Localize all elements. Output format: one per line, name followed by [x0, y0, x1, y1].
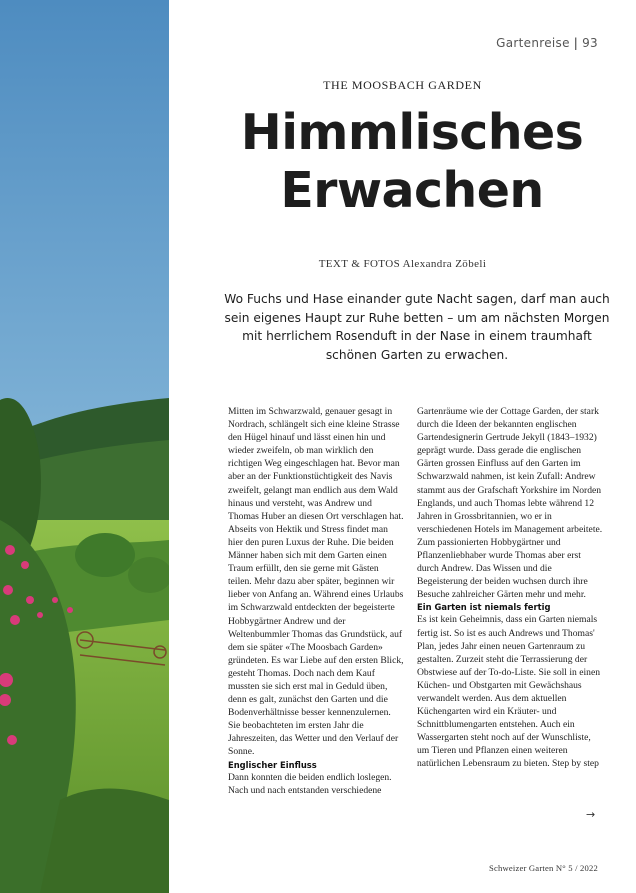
text-column-2: [417, 405, 603, 771]
body-paragraph: Dann konnten die beiden endlich loslegen. Nach und nach entstanden verschiedene: [228, 771, 392, 796]
continue-arrow-icon: →: [586, 808, 596, 821]
text-column-1: [228, 405, 404, 797]
article-page: [169, 0, 636, 893]
page-number: 93: [582, 36, 598, 50]
subheading: Ein Garten ist niemals fertig: [417, 602, 551, 613]
garden-photo: [0, 0, 169, 893]
body-paragraph: Mitten im Schwarzwald, genauer gesagt in Nordrach, schlängelt sich eine kleine Strasse den Hügel hinauf und lässt einen hin und wieder zweifeln, ob man wirklich den richtigen Weg eingeschlagen hat. Bevor man aber an der Funktionstüchtigkeit des Navis zweifelt, gelangt man endlich aus dem Wald hinaus und versteht, was Andrew und Thomas Huber an diesen Ort verschlagen hat. Abseits von Hektik und Stress findet man hier den puren Luxus der Ruhe. Die beiden Männer haben sich mit dem Garten einen Traum erfüllt, den sie gerne mit Gästen teilen. Mehr dazu aber später, beginnen wir lieber von Anfang an. Während eines Urlaubs im Schwarzwald entdeckten der begeisterte Hobbygärtner Andrew und der Weltenbummler Thomas das Grundstück, auf dem sie später «The Moosbach Garden» gründeten. Es war Liebe auf den ersten Blick, gesteht Thomas. Doch nach dem Kauf mussten sie sich erst mal in Geduld üben, denn es galt, zunächst den Garten und die Bodenverhältnisse besser kennenzulernen. Sie beobachteten im ersten Jahr die Jahreszeiten, das Wetter und den Verlauf der Sonne.: [228, 406, 404, 758]
body-paragraph: Es ist kein Geheimnis, dass ein Garten niemals fertig ist. So ist es auch Andrews und Thomas' Plan, jedes Jahr einen neuen Gartenraum zu gestalten. Zurzeit steht die Terrassierung der Obstwiese auf der To-do-Liste. Sie soll in einen Küchen- und Obstgarten mit Gewächshaus verwandelt werden. Aus dem aktuellen Küchengarten wird ein Kräuter- und Schnittblumengarten entstehen. Auch ein Wassergarten steht noch auf der Wunschliste, um Tieren und Pflanzen einen weiteren natürlichen Lebensraum zu bieten. Step by step: [417, 614, 600, 770]
article-kicker: THE MOOSBACH GARDEN: [323, 78, 482, 92]
article-lead: Wo Fuchs und Hase einander gute Nacht sagen, darf man auch sein eigenes Haupt zur Ruhe betten – um am nächsten Morgen mit herrlichem Rosenduft in der Nase in einem traumhaft schönen Garten zu erwachen.: [224, 292, 610, 362]
title-line-2: Erwachen: [280, 162, 544, 219]
article-byline: TEXT & FOTOS Alexandra Zöbeli: [318, 258, 487, 270]
article-title: [169, 104, 636, 220]
header-separator: |: [573, 36, 579, 50]
magazine-footer: Schweizer Garten N° 5 / 2022: [488, 863, 598, 873]
running-header: [496, 36, 598, 50]
subheading: Englischer Einfluss: [228, 759, 317, 770]
title-line-1: Himmlisches: [240, 104, 584, 161]
section-name: Gartenreise: [496, 36, 570, 50]
body-paragraph: Gartenräume wie der Cottage Garden, der stark durch die Ideen der bekannten englischen Gartendesignerin Gertrude Jekyll (1843–1932) geprägt wurde. Dass gerade die englischen Gärten grossen Einfluss auf den Garten im Schwarzwald nahmen, ist kein Zufall: Andrew stammt aus der Grafschaft Yorkshire im Norden Englands, und auch Thomas lebte während 12 Jahren in Grossbritannien, wo er in verschiedenen Hotels im Management arbeitete. Zum passionierten Hobbygärtner und Pflanzenliebhaber wurde Thomas aber erst durch Andrew. Das Wissen und die Begeisterung der beiden wuchsen durch ihre Besuche zahlreicher Gärten mehr und mehr.: [417, 406, 603, 601]
